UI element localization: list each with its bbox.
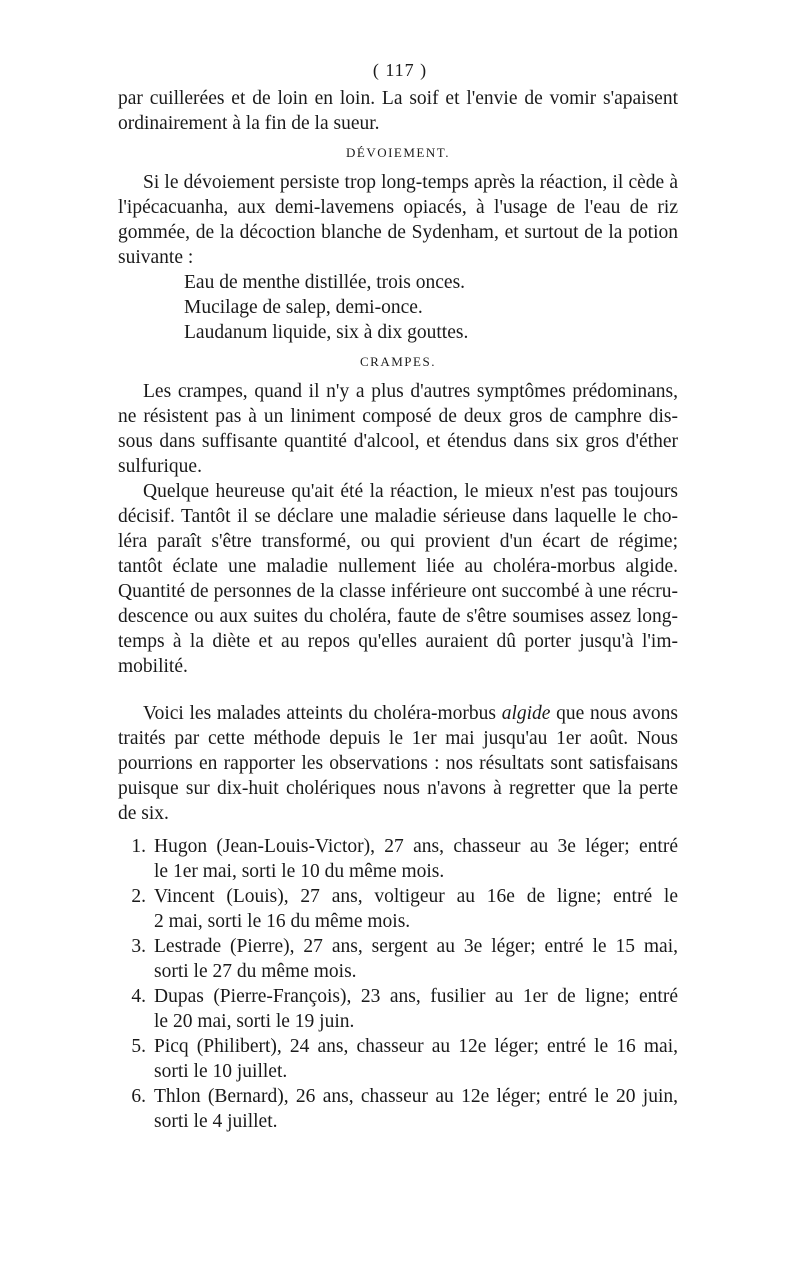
text-line: l'ipécacuanha, aux demi-lavemens opiacés, à l'usage de l'eau de riz xyxy=(118,197,678,218)
text-line: léra paraît s'être transformé, ou qui provient d'un écart de régime; xyxy=(118,531,678,552)
text-line: 2 mai, sorti le 16 du même mois. xyxy=(154,911,411,932)
section-heading-devoiement: DÉVOIEMENT. xyxy=(346,145,450,160)
item-number: 6. xyxy=(131,1086,146,1107)
list-item xyxy=(118,1034,678,1084)
text-line: gommée, de la décoction blanche de Sydenham, et surtout de la potion xyxy=(118,222,678,243)
item-number: 4. xyxy=(131,986,146,1007)
text-line: le 1er mai, sorti le 10 du même mois. xyxy=(154,861,445,882)
item-number: 5. xyxy=(131,1036,146,1057)
italic-term: algide xyxy=(501,703,551,724)
text-line: mobilité. xyxy=(118,656,188,677)
list-item xyxy=(118,1084,678,1134)
text-line: Vincent (Louis), 27 ans, voltigeur au 16e de ligne; entré le xyxy=(154,886,678,907)
paragraph-crampes xyxy=(118,379,678,479)
text-line: Dupas (Pierre-François), 23 ans, fusilier au 1er de ligne; entré xyxy=(154,986,678,1007)
text-line: sous dans suffisante quantité d'alcool, et étendus dans six gros d'éther xyxy=(118,431,678,452)
text-line: sulfurique. xyxy=(118,456,202,477)
paragraph-devoiement xyxy=(118,170,678,270)
text-line: Picq (Philibert), 24 ans, chasseur au 12e léger; entré le 16 mai, xyxy=(154,1036,678,1057)
text-line: sorti le 27 du même mois. xyxy=(154,961,357,982)
text-line: Hugon (Jean-Louis-Victor), 27 ans, chasseur au 3e léger; entré xyxy=(154,836,678,857)
text-line: Les crampes, quand il n'y a plus d'autres symptômes prédominans, xyxy=(143,381,678,402)
text-line xyxy=(118,701,678,726)
text-segment: Voici les malades atteints du choléra-morbus xyxy=(143,703,502,724)
text-line: tantôt éclate une maladie nullement liée au choléra-morbus algide. xyxy=(118,556,678,577)
text-line: Thlon (Bernard), 26 ans, chasseur au 12e léger; entré le 20 juin, xyxy=(154,1086,678,1107)
text-line: descence ou aux suites du choléra, faute de s'être soumises assez long- xyxy=(118,606,678,627)
formula-line: Mucilage de salep, demi-once. xyxy=(184,297,423,318)
list-item xyxy=(118,934,678,984)
text-line: Si le dévoiement persiste trop long-temps après la réaction, il cède à xyxy=(143,172,678,193)
text-line: pourrions en rapporter les observations : nos résultats sont satisfaisans xyxy=(118,753,678,774)
text-line: puisque sur dix-huit cholériques nous n'avons à regretter que la perte xyxy=(118,778,678,799)
list-item xyxy=(118,834,678,884)
text-line: traités par cette méthode depuis le 1er mai jusqu'au 1er août. Nous xyxy=(118,728,678,749)
text-line: Lestrade (Pierre), 27 ans, sergent au 3e léger; entré le 15 mai, xyxy=(154,936,678,957)
item-number: 3. xyxy=(131,936,146,957)
item-number: 2. xyxy=(131,886,146,907)
text-line: temps à la diète et au repos qu'elles auraient dû porter jusqu'à l'im- xyxy=(118,631,678,652)
text-line: Quelque heureuse qu'ait été la réaction, le mieux n'est pas toujours xyxy=(143,481,678,502)
text-segment: que nous avons xyxy=(550,703,678,724)
text-line: ordinairement à la fin de la sueur. xyxy=(118,113,380,134)
item-number: 1. xyxy=(131,836,146,857)
paragraph-malades xyxy=(118,701,678,826)
paragraph-continuation xyxy=(118,86,678,136)
list-item xyxy=(118,984,678,1034)
formula-line: Eau de menthe distillée, trois onces. xyxy=(184,272,466,293)
section-heading-crampes: CRAMPES. xyxy=(360,354,436,369)
page-body xyxy=(118,86,678,1134)
text-line: de six. xyxy=(118,803,169,824)
list-item xyxy=(118,884,678,934)
text-line: Quantité de personnes de la classe inférieure ont succombé à une récru- xyxy=(118,581,678,602)
potion-formula xyxy=(118,270,678,345)
text-line: ne résistent pas à un liniment composé de deux gros de camphre dis- xyxy=(118,406,678,427)
formula-line: Laudanum liquide, six à dix gouttes. xyxy=(184,322,469,343)
text-line: sorti le 10 juillet. xyxy=(154,1061,288,1082)
text-line: sorti le 4 juillet. xyxy=(154,1111,278,1132)
text-line: décisif. Tantôt il se déclare une maladie sérieuse dans laquelle le cho- xyxy=(118,506,678,527)
page-number: ( 117 ) xyxy=(372,60,428,80)
text-line: par cuillerées et de loin en loin. La soif et l'envie de vomir s'apaisent xyxy=(118,88,678,109)
text-line: suivante : xyxy=(118,247,194,268)
patient-list xyxy=(118,834,678,1134)
paragraph-reaction xyxy=(118,479,678,679)
text-line: le 20 mai, sorti le 19 juin. xyxy=(154,1011,355,1032)
